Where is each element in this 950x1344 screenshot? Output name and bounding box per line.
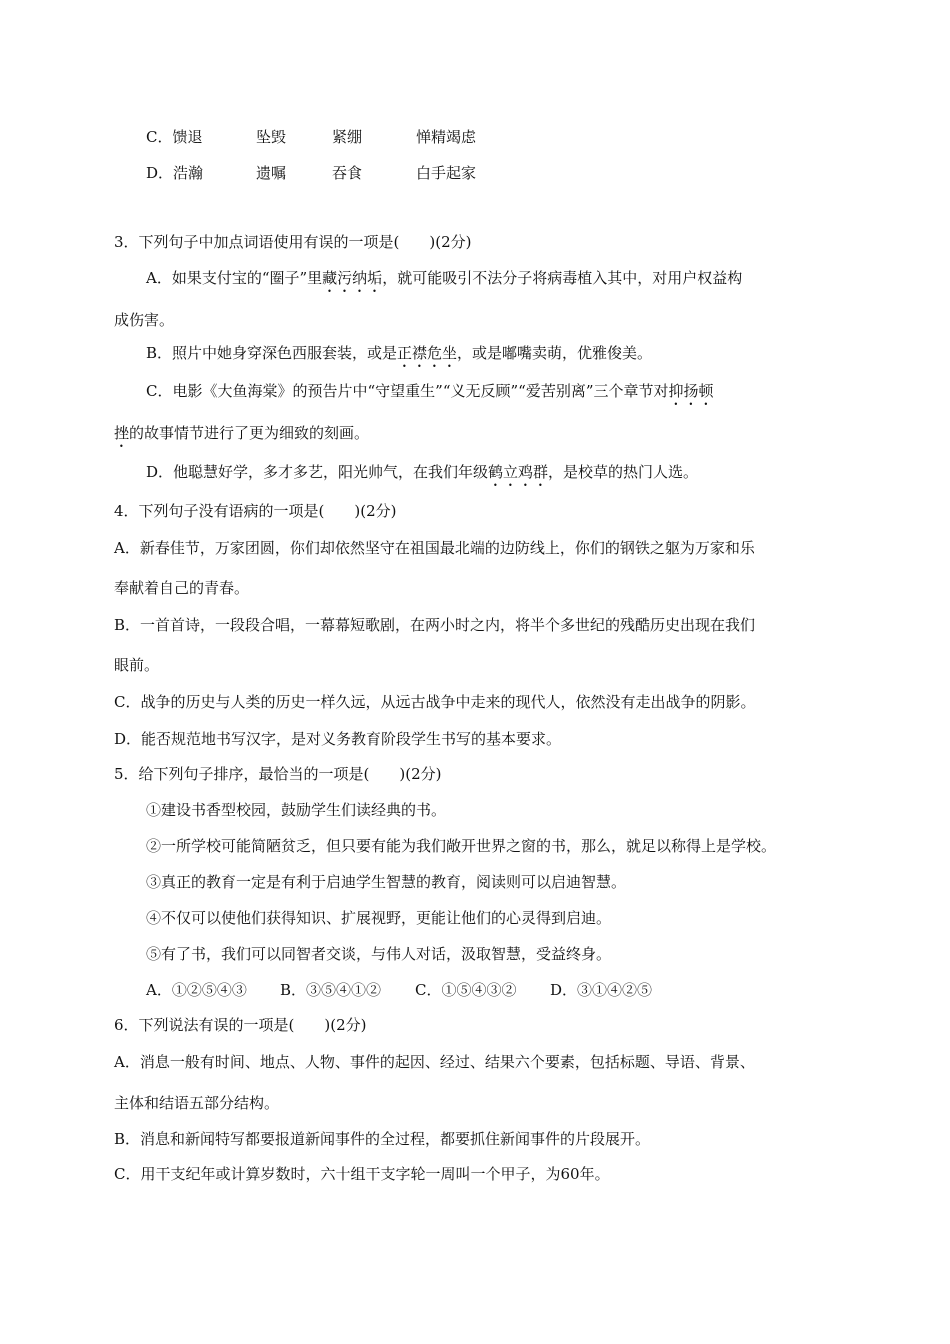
q4-option-d: D．能否规范地书写汉字，是对义务教育阶段学生书写的基本要求。 bbox=[114, 730, 562, 748]
q3-c-post: 的故事情节进行了更为细致的刻画。 bbox=[129, 424, 370, 442]
q3-c-dotted2: 挫 bbox=[114, 424, 130, 442]
q6-option-a-line2: 主体和结语五部分结构。 bbox=[114, 1094, 280, 1112]
q5-sentence-5: ⑤有了书，我们可以同智者交谈，与伟人对话，汲取智慧，受益终身。 bbox=[146, 945, 612, 963]
q2-d-word3: 吞食 bbox=[332, 164, 363, 182]
q4-option-a-line1: A．新春佳节，万家团圆，你们却依然坚守在祖国最北端的边防线上，你们的钢铁之躯为万家和乐 bbox=[114, 539, 755, 557]
q3-c-pre: C．电影《大鱼海棠》的预告片中“守望重生”“义无反顾”“爱苦别离”三个章节对 bbox=[146, 382, 669, 400]
q5-option-d: D．③①④②⑤ bbox=[550, 981, 653, 999]
q6-option-a-line1: A．消息一般有时间、地点、人物、事件的起因、经过、结果六个要素，包括标题、导语、背景、 bbox=[114, 1053, 755, 1071]
q4-option-b-line1: B．一首首诗，一段段合唱，一幕幕短歌剧，在两小时之内，将半个多世纪的残酷历史出现在我们 bbox=[114, 616, 756, 634]
q5-sentence-4: ④不仅可以使他们获得知识、扩展视野，更能让他们的心灵得到启迪。 bbox=[146, 909, 612, 927]
q3-b-post: ，或是嘟嘴卖萌，优雅俊美。 bbox=[457, 344, 653, 362]
q5-options bbox=[146, 980, 652, 1000]
q2-option-d bbox=[146, 163, 476, 183]
q2-c-word3: 紧绷 bbox=[332, 128, 363, 146]
q2-c-word1: C．馈退 bbox=[146, 128, 203, 146]
q5-sentence-3: ③真正的教育一定是有利于启迪学生智慧的教育，阅读则可以启迪智慧。 bbox=[146, 873, 627, 891]
q3-a-dotted: 藏污纳垢 bbox=[322, 269, 383, 287]
q3-option-c-line2 bbox=[114, 423, 369, 451]
q2-c-word4: 惮精竭虑 bbox=[416, 128, 477, 146]
q3-stem: 3．下列句子中加点词语使用有误的一项是( )(2分) bbox=[114, 233, 472, 251]
q2-d-word4: 白手起家 bbox=[416, 164, 477, 182]
q5-sentence-1: ①建设书香型校园，鼓励学生们读经典的书。 bbox=[146, 801, 447, 819]
q3-option-d bbox=[146, 462, 698, 490]
q5-sentence-2: ②一所学校可能简陋贫乏，但只要有能为我们敞开世界之窗的书，那么，就足以称得上是学校。 bbox=[146, 837, 777, 855]
q2-option-c bbox=[146, 127, 476, 147]
q3-b-dotted: 正襟危坐 bbox=[397, 344, 458, 362]
q3-b-pre: B．照片中她身穿深色西服套装，或是 bbox=[146, 344, 398, 362]
q3-option-a-line2: 成伤害。 bbox=[114, 311, 175, 329]
q5-option-b: B．③⑤④①② bbox=[280, 981, 382, 999]
q3-option-c-line1 bbox=[146, 381, 714, 409]
q4-option-b-line2: 眼前。 bbox=[114, 656, 160, 674]
q3-a-post: ，就可能吸引不法分子将病毒植入其中，对用户权益构 bbox=[382, 269, 743, 287]
q3-d-pre: D．他聪慧好学，多才多艺，阳光帅气，在我们年级 bbox=[146, 463, 489, 481]
q3-option-a-line1 bbox=[146, 268, 742, 296]
q2-d-word1: D．浩瀚 bbox=[146, 164, 204, 182]
q3-c-dotted1: 抑扬顿 bbox=[668, 382, 714, 400]
q5-option-c: C．①⑤④③② bbox=[415, 981, 517, 999]
q3-a-pre: A．如果支付宝的“圈子”里 bbox=[146, 269, 323, 287]
q4-stem: 4．下列句子没有语病的一项是( )(2分) bbox=[114, 502, 397, 520]
q6-option-c: C．用干支纪年或计算岁数时，六十组干支字轮一周叫一个甲子，为60年。 bbox=[114, 1165, 610, 1183]
q3-d-post: ，是校草的热门人选。 bbox=[548, 463, 699, 481]
q6-option-b: B．消息和新闻特写都要报道新闻事件的全过程，都要抓住新闻事件的片段展开。 bbox=[114, 1130, 651, 1148]
q3-d-dotted: 鹤立鸡群 bbox=[488, 463, 549, 481]
q2-d-word2: 遗嘱 bbox=[256, 164, 287, 182]
q4-option-c: C．战争的历史与人类的历史一样久远，从远古战争中走来的现代人，依然没有走出战争的阴影。 bbox=[114, 693, 756, 711]
q4-option-a-line2: 奉献着自己的青春。 bbox=[114, 579, 250, 597]
q5-stem: 5．给下列句子排序，最恰当的一项是( )(2分) bbox=[114, 765, 442, 783]
q3-option-b bbox=[146, 343, 652, 371]
q5-option-a: A．①②⑤④③ bbox=[146, 981, 247, 999]
q2-c-word2: 坠毁 bbox=[256, 128, 287, 146]
q6-stem: 6．下列说法有误的一项是( )(2分) bbox=[114, 1016, 367, 1034]
